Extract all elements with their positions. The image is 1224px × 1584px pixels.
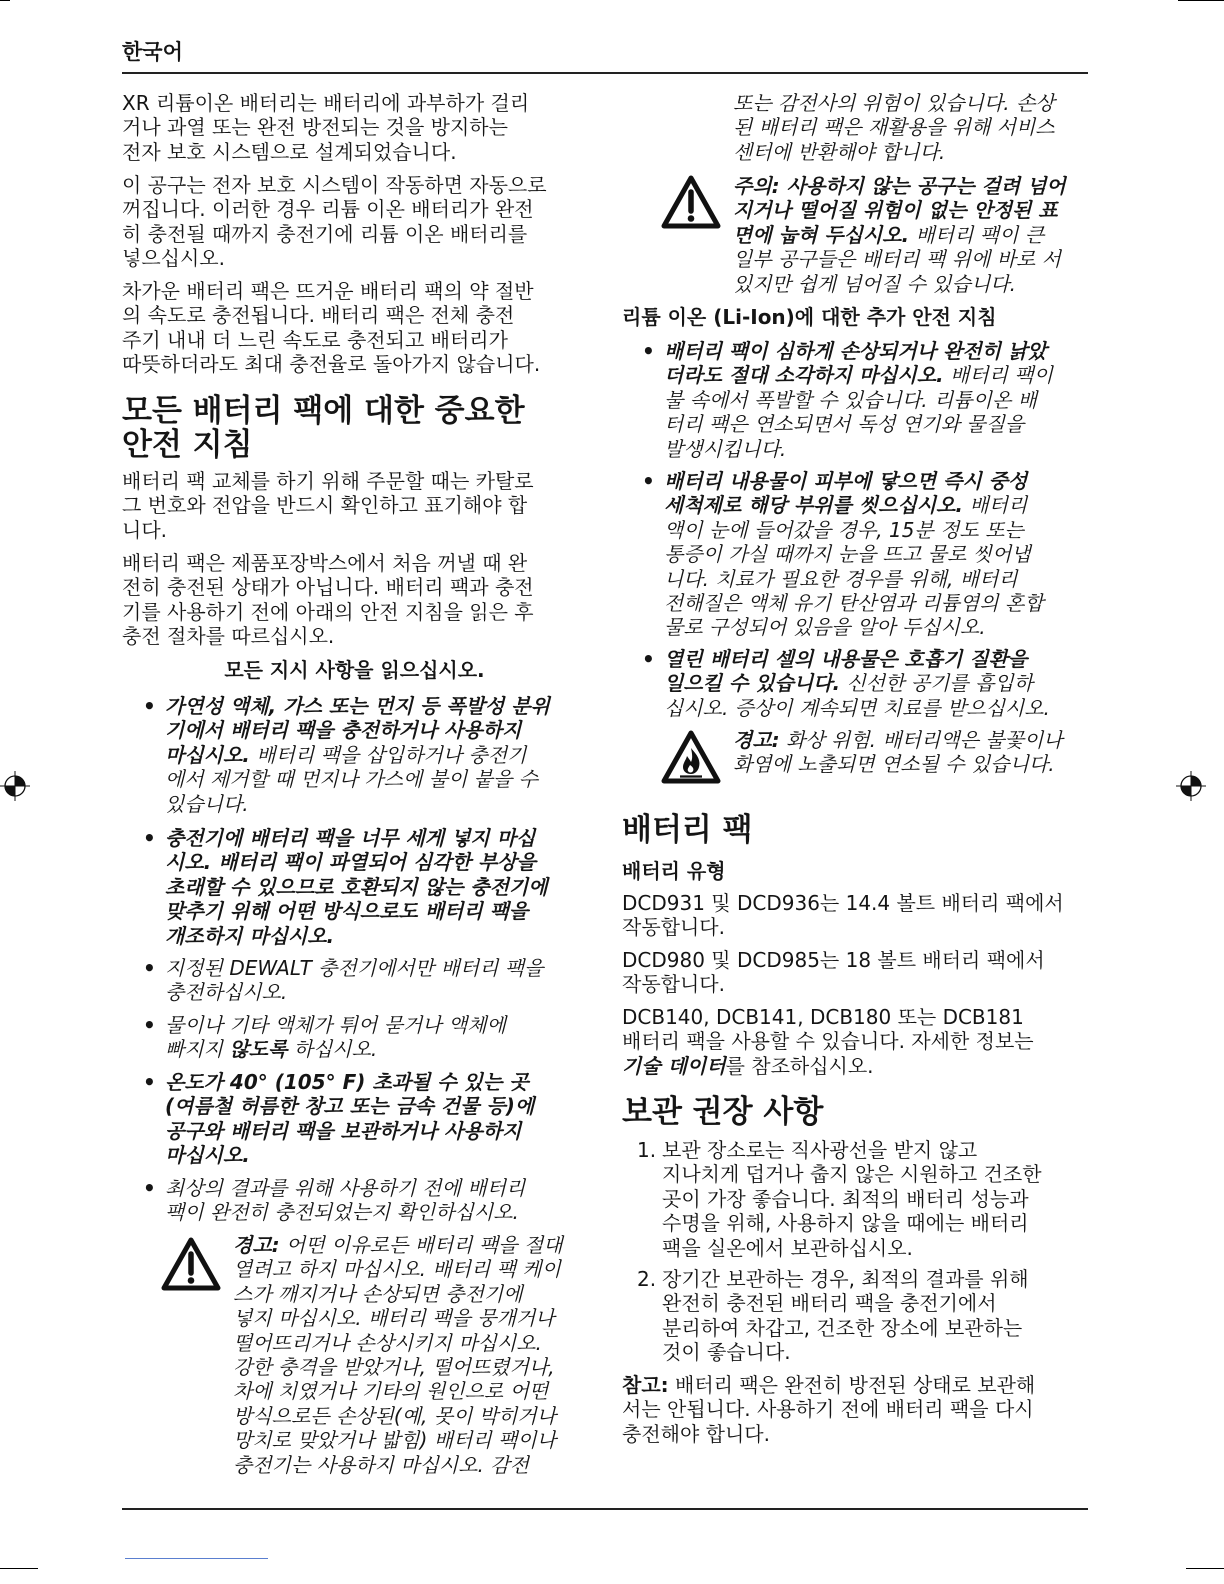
text-run: 배터리: [962, 493, 1028, 518]
ordering-paragraph: [122, 469, 534, 542]
text-line: 강한 충격을 받았거나, 떨어뜨렸거나,: [233, 1355, 555, 1380]
read-all-instructions: [122, 658, 587, 682]
text-line: • 물이나 기타 액체가 튀어 묻거나 액체에: [165, 1013, 506, 1037]
text-run: 를 참조하십시오.: [725, 1053, 874, 1078]
text-line: DCD980 및 DCD985는 18 볼트 배터리 팩에서: [622, 948, 1045, 972]
text-run: 마십시오.: [165, 742, 250, 767]
text-line: 안전 지침: [122, 427, 253, 463]
battery-type-paragraph: [622, 948, 1045, 997]
text-run: 주의: 사용하지 않는 공구는 걸려 넘어: [733, 174, 1066, 198]
text-line: 니다.: [122, 517, 167, 542]
text-line: [664, 647, 1050, 671]
safety-bullet: [165, 826, 548, 948]
text-run: 하십시오.: [287, 1037, 378, 1062]
crop-mark: [1186, 1568, 1224, 1569]
text-line: 초래할 수 있으므로 호환되지 않는 충전기에: [165, 874, 548, 899]
list-item-text: [662, 1138, 1042, 1260]
text-line: [733, 174, 1066, 198]
text-line: • 지정된 DEWALT 충전기에서만 배터리 팩을: [165, 956, 544, 980]
text-line: 차가운 배터리 팩은 뜨거운 배터리 팩의 약 절반: [122, 279, 534, 303]
text-run: 열린 배터리 셀의 내용물은 호흡기 질환을: [664, 647, 1028, 671]
text-line: 서는 안됩니다. 사용하기 전에 배터리 팩을 다시: [622, 1397, 1034, 1422]
text-line: 화염에 노출되면 연소될 수 있습니다.: [733, 752, 1055, 777]
text-line: 완전히 충전된 배터리 팩을 충전기에서: [662, 1291, 997, 1316]
text-line: 열려고 하지 마십시오. 배터리 팩 케이: [233, 1257, 561, 1282]
header-rule: [122, 72, 1088, 74]
text-line: 전자 보호 시스템으로 설계되었습니다.: [122, 139, 457, 164]
text-line: 지나치게 덥거나 춥지 않은 시원하고 건조한: [662, 1162, 1042, 1187]
battery-pack-heading: [622, 813, 753, 847]
intro-paragraph: [122, 279, 540, 377]
text-line: 모든 지시 사항을 읽으십시오.: [224, 658, 485, 682]
text-line: [233, 1233, 563, 1257]
text-line: 히 충전될 때까지 충전기에 리튬 이온 배터리를: [122, 221, 528, 246]
text-line: 충전하십시오.: [165, 980, 288, 1005]
text-line: 보관 권장 사항: [622, 1094, 824, 1130]
text-line: 꺼집니다. 이러한 경우 리튬 이온 배터리가 완전: [122, 197, 534, 222]
text-line: 이 공구는 전자 보호 시스템이 작동하면 자동으로: [122, 173, 547, 197]
warning-triangle-icon: [660, 174, 722, 230]
list-number: 1.: [637, 1138, 657, 1162]
text-line: • 최상의 결과를 위해 사용하기 전에 배터리: [165, 1176, 526, 1200]
text-run: 배터리 내용물이 피부에 닿으면 즉시 중성: [664, 469, 1028, 493]
text-line: 십시오. 증상이 계속되면 치료를 받으십시오.: [664, 695, 1050, 720]
warning-text: [233, 1233, 563, 1477]
language-header: 한국어: [122, 40, 183, 64]
text-line: 리튬 이온 (Li-Ion)에 대한 추가 안전 지침: [622, 305, 997, 329]
text-line: [165, 718, 550, 742]
storage-list-item: [637, 1267, 1029, 1365]
text-line: 것이 좋습니다.: [662, 1340, 791, 1365]
text-line: • 충전기에 배터리 팩을 너무 세게 넣지 마십: [165, 826, 536, 850]
text-line: [664, 363, 1053, 387]
footer-link-underline: [125, 1558, 268, 1559]
safety-bullet: [165, 956, 543, 1005]
registration-mark-icon: [0, 771, 30, 801]
text-line: 된 배터리 팩은 재활용을 위해 서비스: [733, 115, 1055, 140]
text-run: 빠지지: [165, 1037, 230, 1062]
text-run: 경고:: [233, 1233, 280, 1257]
text-line: 전히 충전된 상태가 아닙니다. 배터리 팩과 충전: [122, 575, 534, 600]
text-line: 공구와 배터리 팩을 보관하거나 사용하지: [165, 1118, 522, 1143]
text-line: [622, 1054, 1034, 1078]
text-run: 기술 데이터: [622, 1053, 726, 1078]
intro-paragraph: [122, 91, 529, 164]
intro-paragraph: [122, 173, 547, 271]
text-line: 넣지 마십시오. 배터리 팩을 뭉개거나: [233, 1306, 555, 1331]
footer-rule: [122, 1508, 1088, 1510]
section-heading: [122, 394, 525, 462]
text-line: [733, 728, 1063, 752]
text-line: 떨어뜨리거나 손상시키지 마십시오.: [233, 1330, 542, 1355]
text-line: 그 번호와 전압을 반드시 확인하고 표기해야 합: [122, 493, 528, 518]
text-run: 않도록: [229, 1037, 288, 1062]
text-line: 작동합니다.: [622, 915, 725, 940]
text-line: 배터리 팩은 제품포장박스에서 처음 꺼낼 때 완: [122, 551, 528, 575]
text-line: DCB140, DCB141, DCB180 또는 DCB181: [622, 1005, 1024, 1029]
text-line: 모든 배터리 팩에 대한 중요한: [122, 393, 525, 429]
text-run: 경고:: [733, 728, 780, 752]
warning-continued-text: [733, 91, 1055, 164]
text-run: 배터리 팩이 심하게 손상되거나 완전히 낡았: [664, 339, 1047, 363]
text-line: 맞추기 위해 어떤 방식으로도 배터리 팩을: [165, 899, 529, 924]
text-run: 화상 위험. 배터리액은 불꽃이나: [779, 728, 1063, 752]
text-line: [664, 671, 1050, 695]
text-line: 전해질은 액체 유기 탄산염과 리튬염의 혼합: [664, 591, 1044, 616]
first-charge-paragraph: [122, 551, 534, 649]
text-line: 배터리 팩: [622, 812, 753, 848]
list-item-text: [662, 1267, 1029, 1365]
text-line: [622, 1373, 1035, 1397]
li-ion-bullet: [664, 339, 1053, 461]
text-line: 배터리 팩 교체를 하기 위해 주문할 때는 카탈로: [122, 469, 534, 493]
storage-heading: [622, 1095, 823, 1129]
text-line: 배터리 팩을 사용할 수 있습니다. 자세한 정보는: [622, 1029, 1034, 1054]
text-line: 거나 과열 또는 완전 방전되는 것을 방지하는: [122, 115, 508, 140]
text-run: 배터리 팩은 완전히 방전된 상태로 보관해: [668, 1373, 1036, 1397]
text-line: 물로 구성되어 있음을 알아 두십시오.: [664, 615, 986, 640]
text-line: 팩을 실온에서 보관하십시오.: [662, 1235, 913, 1260]
text-run: 지거나 떨어질 위험이 없는 안정된 표: [733, 198, 1058, 223]
text-run: 세척제로 해당 부위를 씻으십시오.: [664, 493, 963, 518]
text-line: 배터리 유형: [622, 859, 726, 883]
text-line: 주기 내내 더 느린 속도로 충전되고 배터리가: [122, 327, 508, 352]
text-run: 참고:: [622, 1373, 669, 1397]
storage-note: [622, 1373, 1035, 1446]
text-line: [165, 694, 550, 718]
text-line: [165, 1037, 506, 1061]
text-line: 기를 사용하기 전에 아래의 안전 지침을 읽은 후: [122, 599, 534, 624]
text-line: 수명을 위해, 사용하지 않을 때에는 배터리: [662, 1211, 1029, 1236]
text-line: 마십시오.: [165, 1143, 250, 1168]
text-line: 또는 감전사의 위험이 있습니다. 손상: [733, 91, 1055, 115]
list-number: 2.: [637, 1267, 657, 1291]
text-run: 신선한 공기를 흡입하: [840, 671, 1034, 696]
text-line: 개조하지 마십시오.: [165, 923, 335, 948]
li-ion-bullet: [664, 647, 1050, 720]
safety-bullet: [165, 1070, 534, 1168]
text-line: 곳이 가장 좋습니다. 최적의 배터리 성능과: [662, 1186, 1029, 1211]
safety-bullet: [165, 1176, 525, 1225]
battery-type-paragraph: [622, 1005, 1034, 1078]
text-run: 배터리 팩이 큰: [909, 222, 1045, 247]
text-line: DCD931 및 DCD936는 14.4 볼트 배터리 팩에서: [622, 891, 1064, 915]
text-line: 센터에 반환해야 합니다.: [733, 139, 946, 164]
text-line: 분리하여 차갑고, 건조한 장소에 보관하는: [662, 1315, 1023, 1340]
text-line: 시오. 배터리 팩이 파열되어 심각한 부상을: [165, 850, 536, 875]
safety-bullet: [165, 1013, 506, 1062]
text-line: 불 속에서 폭발할 수 있습니다. 리튬이온 배: [664, 387, 1037, 412]
text-line: 충전 절차를 따르십시오.: [122, 624, 335, 649]
battery-type-paragraph: [622, 891, 1064, 940]
text-line: 있지만 쉽게 넘어질 수 있습니다.: [733, 271, 1016, 296]
storage-list-item: [637, 1138, 1042, 1260]
crop-mark: [1178, 0, 1224, 1]
text-line: 보관 장소로는 직사광선을 받지 않고: [662, 1138, 978, 1162]
li-ion-subheading: [622, 305, 997, 329]
text-run: 배터리 팩이: [943, 363, 1053, 388]
text-line: [733, 223, 1066, 247]
text-run: 어떤 이유로든 배터리 팩을 절대: [279, 1233, 563, 1257]
text-line: 있습니다.: [165, 791, 249, 816]
battery-type-subheading: [622, 859, 726, 883]
text-run: 가연성 액체, 가스 또는 먼지 등 폭발성 분위: [165, 694, 550, 718]
text-line: 일부 공구들은 배터리 팩 위에 바로 서: [733, 247, 1061, 272]
fire-warning-icon: [660, 729, 722, 785]
caution-text: [733, 174, 1066, 296]
text-run: 면에 눕혀 두십시오.: [733, 222, 910, 247]
text-line: 따뜻하더라도 최대 충전율로 돌아가지 않습니다.: [122, 352, 541, 377]
crop-mark: [0, 0, 10, 1]
warning-triangle-icon: [160, 1236, 222, 1292]
text-run: 더라도 절대 소각하지 마십시오.: [664, 363, 944, 388]
text-line: 충전기는 사용하지 마십시오. 감전: [233, 1452, 529, 1477]
text-line: 의 속도로 충전됩니다. 배터리 팩은 전체 충전: [122, 303, 515, 328]
text-line: • 온도가 40° (105° F) 초과될 수 있는 곳: [165, 1070, 529, 1094]
text-line: 차에 치였거나 기타의 원인으로 어떤: [233, 1379, 549, 1404]
text-line: 스가 깨지거나 손상되면 충전기에: [233, 1281, 523, 1306]
burn-warning-text: [733, 728, 1063, 777]
text-line: 망치로 맞았거나 밟힘) 배터리 팩이나: [233, 1428, 557, 1453]
text-line: 충전해야 합니다.: [622, 1421, 770, 1446]
text-line: 액이 눈에 들어갔을 경우, 15분 정도 또는: [664, 517, 1024, 542]
text-run: 배터리 팩을 삽입하거나 충전기: [249, 742, 527, 767]
text-line: 에서 제거할 때 먼지나 가스에 불이 붙을 수: [165, 767, 538, 792]
text-line: [664, 493, 1044, 517]
text-line: 통증이 가실 때까지 눈을 뜨고 물로 씻어냅: [664, 542, 1031, 567]
text-run: 일으킬 수 있습니다.: [664, 671, 841, 696]
crop-mark: [0, 1568, 38, 1569]
text-line: (여름철 허름한 창고 또는 금속 건물 등)에: [165, 1094, 535, 1119]
text-line: 장기간 보관하는 경우, 최적의 결과를 위해: [662, 1267, 1029, 1291]
text-line: 방식으로든 손상된(예, 못이 박히거나: [233, 1403, 557, 1428]
text-line: [664, 469, 1044, 493]
text-line: 니다. 치료가 필요한 경우를 위해, 배터리: [664, 566, 1018, 591]
text-line: 발생시킵니다.: [664, 436, 787, 461]
li-ion-bullet: [664, 469, 1044, 640]
text-line: [733, 198, 1066, 222]
text-line: 팩이 완전히 충전되었는지 확인하십시오.: [165, 1200, 519, 1225]
text-run: 기에서 배터리 팩을 충전하거나 사용하지: [165, 718, 522, 743]
registration-mark-icon: [1176, 771, 1206, 801]
text-line: 작동합니다.: [622, 972, 725, 997]
text-line: 터리 팩은 연소되면서 독성 연기와 물질을: [664, 412, 1025, 437]
text-line: [165, 743, 550, 767]
text-line: XR 리튬이온 배터리는 배터리에 과부하가 걸리: [122, 91, 530, 115]
text-line: [664, 339, 1053, 363]
text-line: 넣으십시오.: [122, 246, 225, 271]
safety-bullet: [165, 694, 550, 816]
